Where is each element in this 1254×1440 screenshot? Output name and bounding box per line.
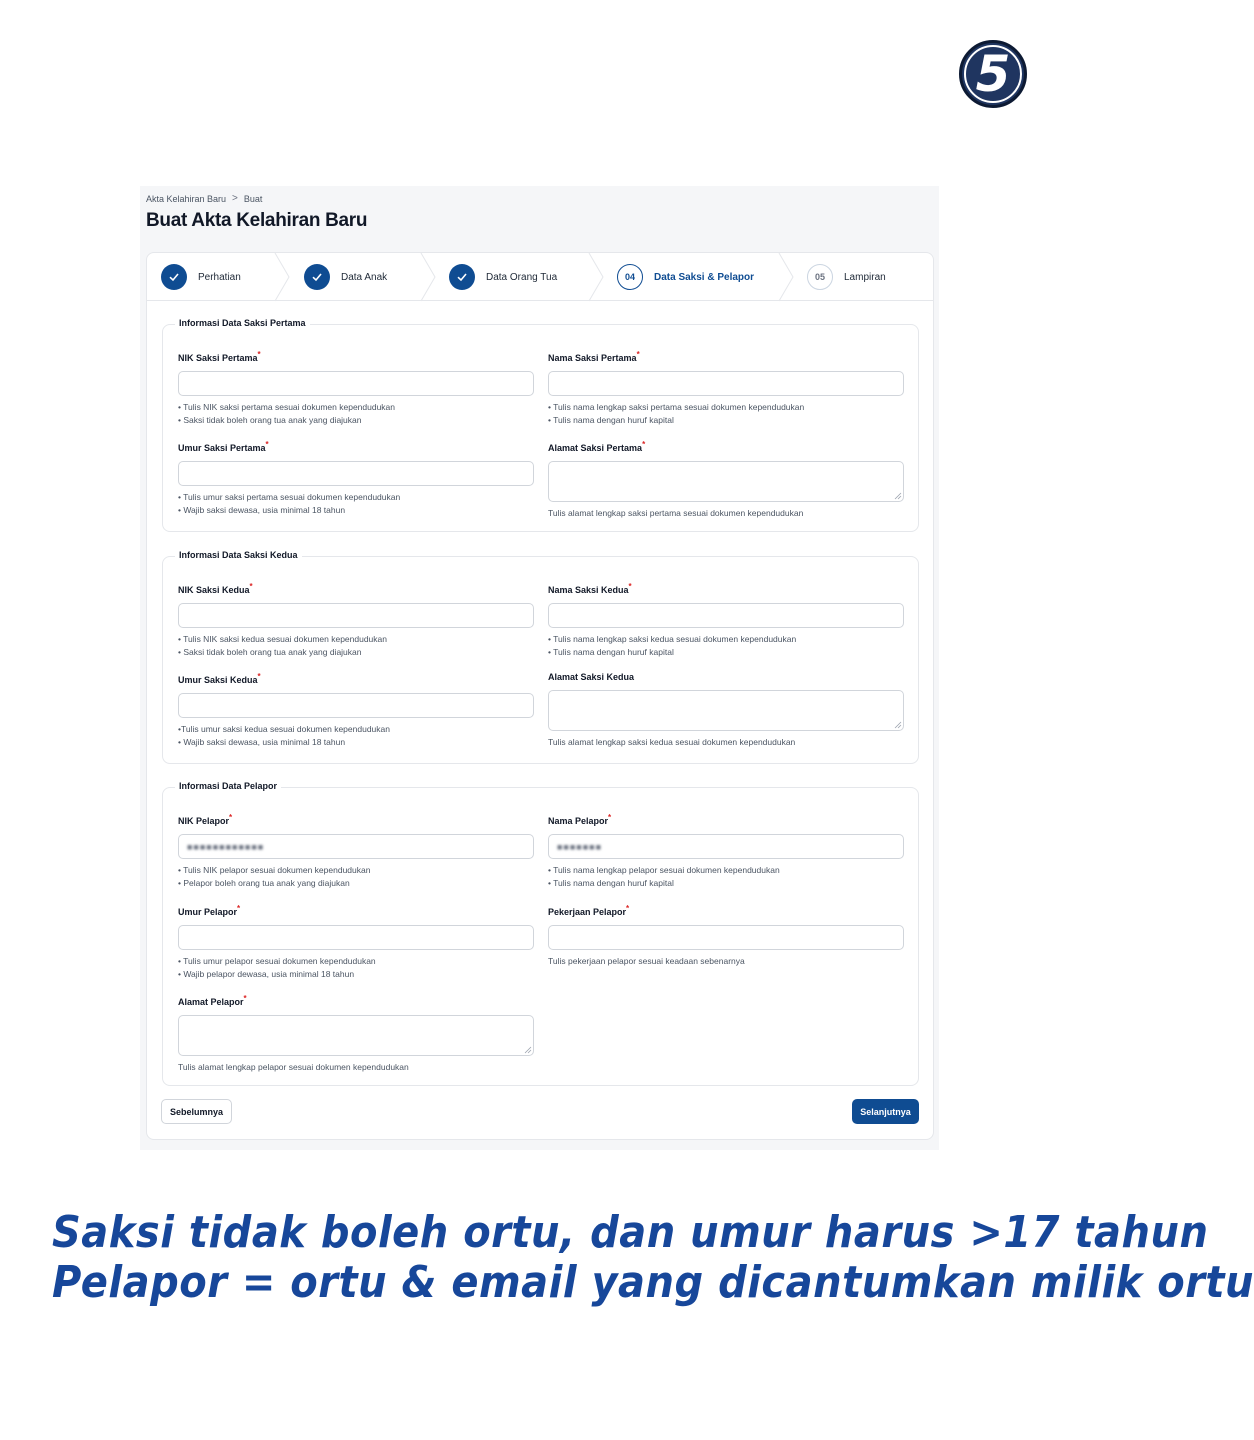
field-hints: Tulis alamat lengkap saksi pertama sesuai dokumen kependudukan — [548, 508, 804, 518]
step-label: Perhatian — [198, 271, 241, 283]
previous-button[interactable]: Sebelumnya — [161, 1099, 232, 1124]
check-icon — [304, 264, 330, 290]
nama-pelapor-input[interactable] — [548, 834, 904, 859]
field-hints: Tulis alamat lengkap pelapor sesuai dokumen kependudukan — [178, 1062, 409, 1072]
step-number: 05 — [807, 264, 833, 290]
alamat-saksi-kedua-textarea[interactable] — [548, 690, 904, 731]
caption-line-1: Saksi tidak boleh ortu, dan umur harus >17 tahun — [52, 1208, 1209, 1258]
field-alamat-pelapor — [178, 994, 534, 1074]
field-label: Alamat Saksi Pertama* — [548, 440, 646, 453]
field-hints: • Tulis NIK saksi pertama sesuai dokumen kependudukan • Saksi tidak boleh orang tua anak yang diajukan — [178, 402, 396, 425]
pekerjaan-pelapor-input[interactable] — [548, 925, 904, 950]
field-alamat-saksi-kedua — [548, 672, 904, 749]
field-hints: Tulis alamat lengkap saksi kedua sesuai dokumen kependudukan — [548, 737, 796, 747]
step-label: Data Saksi & Pelapor — [654, 271, 755, 283]
umur-saksi-kedua-input[interactable] — [178, 693, 534, 718]
field-hints: • Tulis NIK saksi kedua sesuai dokumen kependudukan • Saksi tidak boleh orang tua anak yang diajukan — [178, 634, 387, 657]
umur-saksi-pertama-input[interactable] — [178, 461, 534, 486]
resize-grip-icon[interactable] — [524, 1046, 531, 1053]
stepper — [147, 253, 933, 301]
field-hints: Tulis pekerjaan pelapor sesuai keadaan sebenarnya — [548, 956, 745, 966]
field-label: NIK Saksi Kedua* — [178, 582, 253, 595]
fieldset-pelapor — [162, 781, 919, 1086]
field-label: Umur Saksi Pertama* — [178, 440, 269, 453]
breadcrumb — [146, 193, 262, 204]
field-hints: • Tulis umur pelapor sesuai dokumen kependudukan • Wajib pelapor dewasa, usia minimal 18 tahun — [178, 956, 376, 979]
field-label: NIK Pelapor* — [178, 813, 233, 826]
nik-saksi-pertama-input[interactable] — [178, 371, 534, 396]
step-label: Data Orang Tua — [486, 271, 558, 283]
field-nik-saksi-kedua — [178, 582, 534, 659]
field-umur-pelapor — [178, 904, 534, 981]
field-hints: • Tulis nama lengkap saksi kedua sesuai dokumen kependudukan • Tulis nama dengan huruf kapital — [548, 634, 797, 657]
field-label: Umur Saksi Kedua* — [178, 672, 261, 685]
resize-grip-icon[interactable] — [894, 721, 901, 728]
field-label: NIK Saksi Pertama* — [178, 350, 261, 363]
step-label: Lampiran — [844, 271, 886, 283]
field-label: Alamat Pelapor* — [178, 994, 247, 1007]
nik-saksi-kedua-input[interactable] — [178, 603, 534, 628]
field-pekerjaan-pelapor — [548, 904, 904, 968]
step-label: Data Anak — [341, 271, 388, 283]
umur-pelapor-input[interactable] — [178, 925, 534, 950]
field-hints: • Tulis nama lengkap saksi pertama sesuai dokumen kependudukan • Tulis nama dengan huruf kapital — [548, 402, 805, 425]
step-divider-icon — [421, 253, 435, 301]
redacted-value: ■■■■■■■■■■■■ — [187, 841, 265, 852]
field-hints: • Tulis umur saksi pertama sesuai dokumen kependudukan • Wajib saksi dewasa, usia minimal 18 tahun — [178, 492, 401, 515]
step-number: 5 — [964, 45, 1022, 103]
field-hints: • Tulis NIK pelapor sesuai dokumen kependudukan • Pelapor boleh orang tua anak yang diajukan — [178, 865, 371, 888]
check-icon — [449, 264, 475, 290]
breadcrumb-item-akta[interactable]: Akta Kelahiran Baru — [146, 193, 227, 204]
caption-line-2: Pelapor = ortu & email yang dicantumkan milik ortu — [52, 1258, 1254, 1308]
field-umur-saksi-pertama — [178, 440, 534, 517]
screenshot-frame — [140, 186, 939, 1150]
fieldset-legend: Informasi Data Saksi Kedua — [175, 550, 302, 560]
step-divider-icon — [589, 253, 603, 301]
field-label: Pekerjaan Pelapor* — [548, 904, 630, 917]
field-label: Nama Pelapor* — [548, 813, 612, 826]
field-nik-saksi-pertama — [178, 350, 534, 427]
fieldset-saksi-kedua — [162, 550, 919, 764]
nama-saksi-kedua-input[interactable] — [548, 603, 904, 628]
field-label: Nama Saksi Kedua* — [548, 582, 632, 595]
nama-saksi-pertama-input[interactable] — [548, 371, 904, 396]
step-perhatian[interactable] — [161, 253, 241, 301]
breadcrumb-separator: > — [232, 193, 238, 204]
resize-grip-icon[interactable] — [894, 492, 901, 499]
page-title: Buat Akta Kelahiran Baru — [146, 210, 368, 231]
field-label: Alamat Saksi Kedua — [548, 672, 635, 682]
fieldset-legend: Informasi Data Pelapor — [175, 781, 281, 791]
field-label: Nama Saksi Pertama* — [548, 350, 640, 363]
field-nama-pelapor — [548, 813, 904, 890]
fieldset-saksi-pertama — [162, 318, 919, 532]
alamat-pelapor-textarea[interactable] — [178, 1015, 534, 1056]
field-nama-saksi-pertama — [548, 350, 904, 427]
next-button[interactable]: Selanjutnya — [852, 1099, 919, 1124]
step-divider-icon — [779, 253, 793, 301]
field-nik-pelapor — [178, 813, 534, 890]
breadcrumb-item-buat: Buat — [243, 193, 263, 204]
redacted-value: ■■■■■■■ — [557, 841, 603, 852]
check-icon — [161, 264, 187, 290]
step-number: 04 — [617, 264, 643, 290]
step-data-saksi-pelapor[interactable] — [617, 253, 754, 301]
field-alamat-saksi-pertama — [548, 440, 904, 520]
alamat-saksi-pertama-textarea[interactable] — [548, 461, 904, 502]
nik-pelapor-input[interactable] — [178, 834, 534, 859]
step-data-anak[interactable] — [304, 253, 387, 301]
fieldset-legend: Informasi Data Saksi Pertama — [175, 318, 310, 328]
field-label: Umur Pelapor* — [178, 904, 241, 917]
step-lampiran[interactable] — [807, 253, 886, 301]
field-nama-saksi-kedua — [548, 582, 904, 659]
step-divider-icon — [275, 253, 289, 301]
field-hints: • Tulis nama lengkap pelapor sesuai dokumen kependudukan • Tulis nama dengan huruf kapital — [548, 865, 780, 888]
field-umur-saksi-kedua — [178, 672, 534, 749]
step-data-orang-tua[interactable] — [449, 253, 557, 301]
step-number-badge — [959, 40, 1027, 108]
form-card — [146, 252, 934, 1140]
field-hints: •Tulis umur saksi kedua sesuai dokumen kependudukan • Wajib saksi dewasa, usia minimal 18 tahun — [178, 724, 390, 747]
